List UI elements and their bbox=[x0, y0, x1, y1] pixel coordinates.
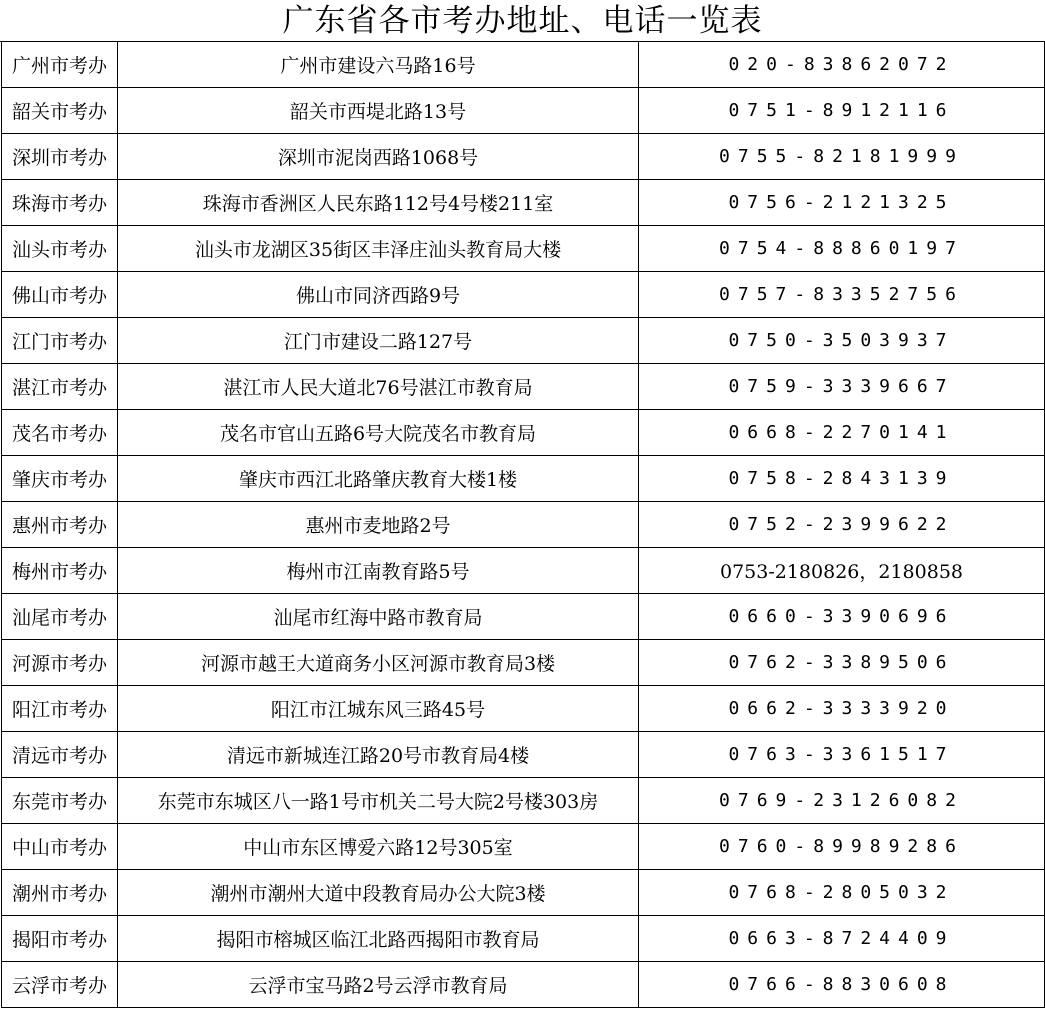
office-cell[interactable]: 江门市考办 bbox=[2, 318, 118, 364]
address-cell[interactable]: 珠海市香洲区人民东路112号4号楼211室 bbox=[118, 180, 639, 226]
table-body bbox=[2, 42, 1045, 1008]
table-row bbox=[2, 778, 1045, 824]
address-cell[interactable]: 阳江市江城东风三路45号 bbox=[118, 686, 639, 732]
address-cell[interactable]: 云浮市宝马路2号云浮市教育局 bbox=[118, 962, 639, 1008]
table-row bbox=[2, 364, 1045, 410]
table-row bbox=[2, 42, 1045, 88]
table-title: 广东省各市考办地址、电话一览表 bbox=[0, 0, 1045, 42]
address-cell[interactable]: 揭阳市榕城区临江北路西揭阳市教育局 bbox=[118, 916, 639, 962]
table-row bbox=[2, 916, 1045, 962]
office-cell[interactable]: 梅州市考办 bbox=[2, 548, 118, 594]
address-cell[interactable]: 深圳市泥岗西路1068号 bbox=[118, 134, 639, 180]
office-cell[interactable]: 河源市考办 bbox=[2, 640, 118, 686]
phone-cell[interactable]: 0753-2180826，2180858 bbox=[639, 548, 1045, 594]
table-row bbox=[2, 272, 1045, 318]
table-row bbox=[2, 226, 1045, 272]
office-cell[interactable]: 深圳市考办 bbox=[2, 134, 118, 180]
table-row bbox=[2, 180, 1045, 226]
address-cell[interactable]: 汕尾市红海中路市教育局 bbox=[118, 594, 639, 640]
office-cell[interactable]: 清远市考办 bbox=[2, 732, 118, 778]
phone-cell[interactable]: 0768-2805032 bbox=[639, 870, 1045, 916]
phone-cell[interactable]: 0759-3339667 bbox=[639, 364, 1045, 410]
phone-cell[interactable]: 0756-2121325 bbox=[639, 180, 1045, 226]
office-cell[interactable]: 肇庆市考办 bbox=[2, 456, 118, 502]
office-table bbox=[1, 42, 1045, 1008]
phone-cell[interactable]: 0766-8830608 bbox=[639, 962, 1045, 1008]
phone-cell[interactable]: 020-83862072 bbox=[639, 42, 1045, 88]
phone-cell[interactable]: 0663-8724409 bbox=[639, 916, 1045, 962]
table-row bbox=[2, 134, 1045, 180]
office-cell[interactable]: 韶关市考办 bbox=[2, 88, 118, 134]
address-cell[interactable]: 汕头市龙湖区35街区丰泽庄汕头教育局大楼 bbox=[118, 226, 639, 272]
address-cell[interactable]: 肇庆市西江北路肇庆教育大楼1楼 bbox=[118, 456, 639, 502]
address-cell[interactable]: 茂名市官山五路6号大院茂名市教育局 bbox=[118, 410, 639, 456]
office-cell[interactable]: 汕尾市考办 bbox=[2, 594, 118, 640]
table-row bbox=[2, 548, 1045, 594]
table-row bbox=[2, 640, 1045, 686]
phone-cell[interactable]: 0755-82181999 bbox=[639, 134, 1045, 180]
office-cell[interactable]: 珠海市考办 bbox=[2, 180, 118, 226]
phone-cell[interactable]: 0660-3390696 bbox=[639, 594, 1045, 640]
table-row bbox=[2, 88, 1045, 134]
address-cell[interactable]: 广州市建设六马路16号 bbox=[118, 42, 639, 88]
phone-cell[interactable]: 0751-8912116 bbox=[639, 88, 1045, 134]
phone-cell[interactable]: 0758-2843139 bbox=[639, 456, 1045, 502]
address-cell[interactable]: 东莞市东城区八一路1号市机关二号大院2号楼303房 bbox=[118, 778, 639, 824]
office-cell[interactable]: 茂名市考办 bbox=[2, 410, 118, 456]
office-cell[interactable]: 东莞市考办 bbox=[2, 778, 118, 824]
table-row bbox=[2, 870, 1045, 916]
phone-cell[interactable]: 0668-2270141 bbox=[639, 410, 1045, 456]
phone-cell[interactable]: 0750-3503937 bbox=[639, 318, 1045, 364]
address-cell[interactable]: 韶关市西堤北路13号 bbox=[118, 88, 639, 134]
office-cell[interactable]: 汕头市考办 bbox=[2, 226, 118, 272]
table-row bbox=[2, 456, 1045, 502]
office-cell[interactable]: 云浮市考办 bbox=[2, 962, 118, 1008]
address-cell[interactable]: 惠州市麦地路2号 bbox=[118, 502, 639, 548]
office-cell[interactable]: 惠州市考办 bbox=[2, 502, 118, 548]
office-cell[interactable]: 中山市考办 bbox=[2, 824, 118, 870]
table-row bbox=[2, 824, 1045, 870]
office-cell[interactable]: 广州市考办 bbox=[2, 42, 118, 88]
address-cell[interactable]: 湛江市人民大道北76号湛江市教育局 bbox=[118, 364, 639, 410]
table-row bbox=[2, 732, 1045, 778]
address-cell[interactable]: 中山市东区博爱六路12号305室 bbox=[118, 824, 639, 870]
office-cell[interactable]: 阳江市考办 bbox=[2, 686, 118, 732]
office-cell[interactable]: 潮州市考办 bbox=[2, 870, 118, 916]
address-cell[interactable]: 清远市新城连江路20号市教育局4楼 bbox=[118, 732, 639, 778]
address-cell[interactable]: 佛山市同济西路9号 bbox=[118, 272, 639, 318]
address-cell[interactable]: 江门市建设二路127号 bbox=[118, 318, 639, 364]
phone-cell[interactable]: 0760-89989286 bbox=[639, 824, 1045, 870]
table-row bbox=[2, 594, 1045, 640]
phone-cell[interactable]: 0662-3333920 bbox=[639, 686, 1045, 732]
phone-cell[interactable]: 0769-23126082 bbox=[639, 778, 1045, 824]
phone-cell[interactable]: 0762-3389506 bbox=[639, 640, 1045, 686]
phone-cell[interactable]: 0754-88860197 bbox=[639, 226, 1045, 272]
office-cell[interactable]: 佛山市考办 bbox=[2, 272, 118, 318]
table-row bbox=[2, 318, 1045, 364]
phone-cell[interactable]: 0757-83352756 bbox=[639, 272, 1045, 318]
phone-cell[interactable]: 0752-2399622 bbox=[639, 502, 1045, 548]
address-cell[interactable]: 河源市越王大道商务小区河源市教育局3楼 bbox=[118, 640, 639, 686]
address-cell[interactable]: 梅州市江南教育路5号 bbox=[118, 548, 639, 594]
address-cell[interactable]: 潮州市潮州大道中段教育局办公大院3楼 bbox=[118, 870, 639, 916]
office-cell[interactable]: 揭阳市考办 bbox=[2, 916, 118, 962]
office-cell[interactable]: 湛江市考办 bbox=[2, 364, 118, 410]
table-row bbox=[2, 962, 1045, 1008]
table-row bbox=[2, 686, 1045, 732]
table-row bbox=[2, 410, 1045, 456]
phone-cell[interactable]: 0763-3361517 bbox=[639, 732, 1045, 778]
table-row bbox=[2, 502, 1045, 548]
